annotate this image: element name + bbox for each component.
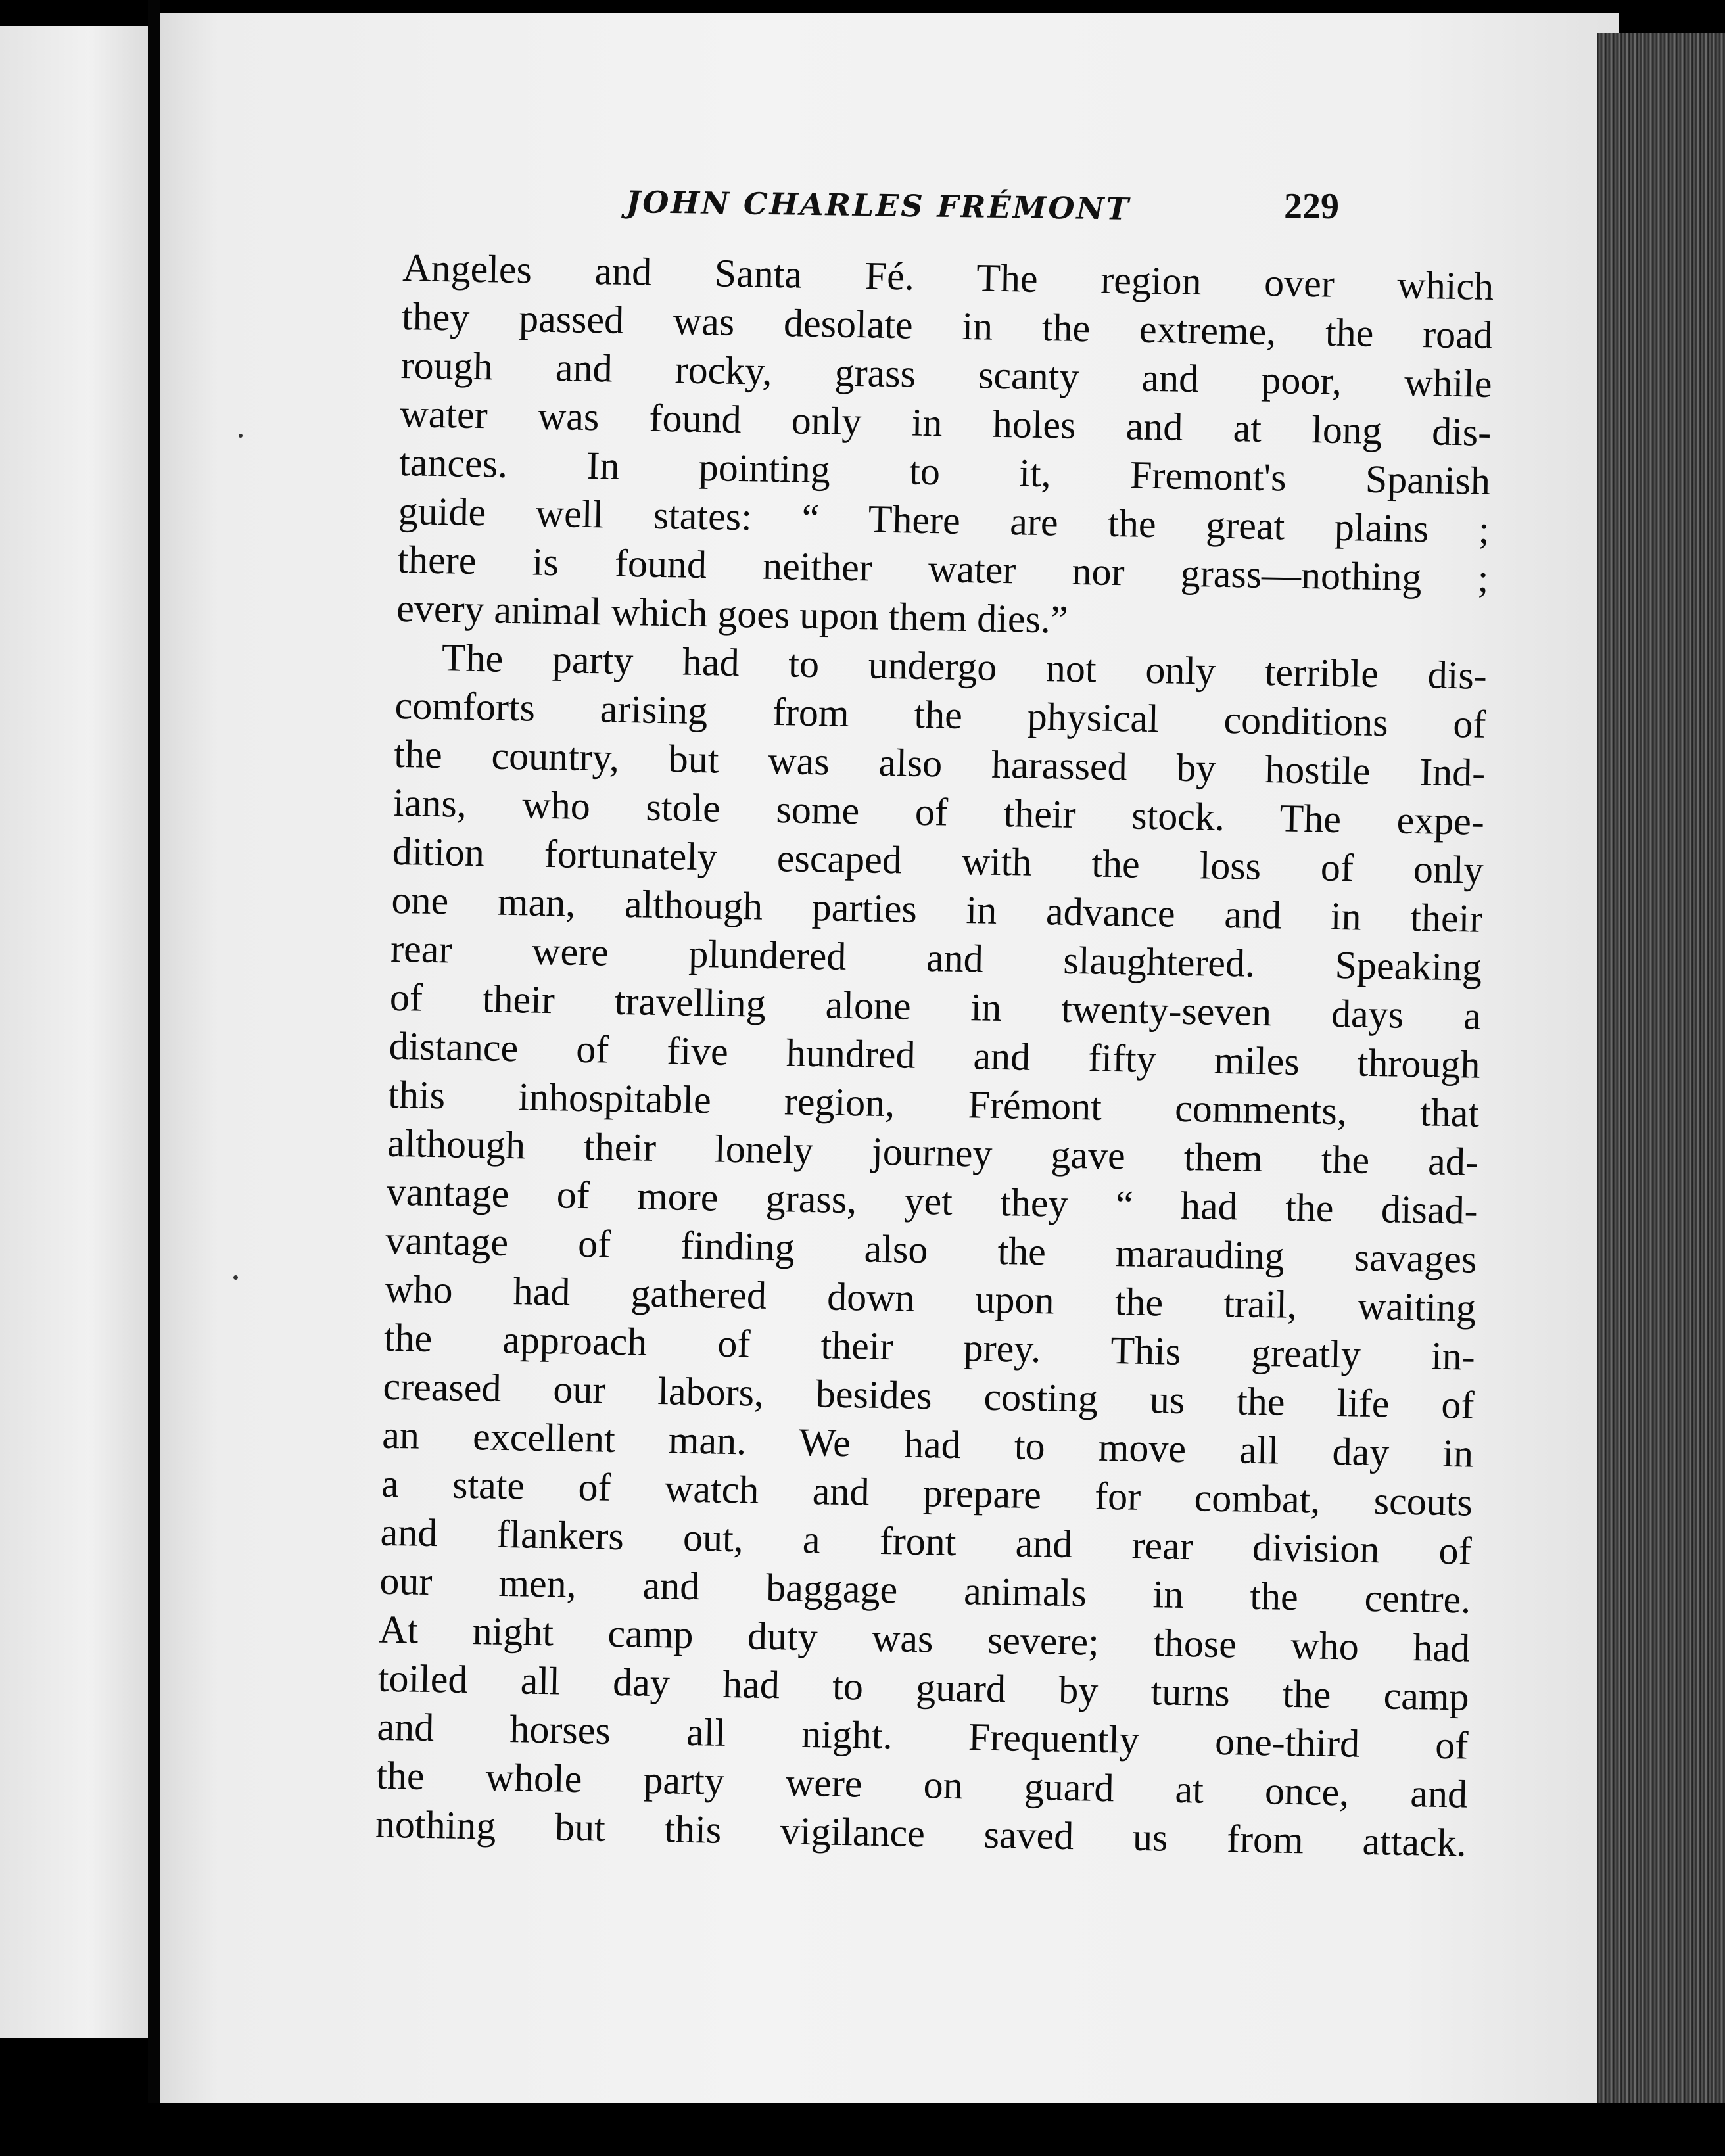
text-line: our men, and baggage animals in the centre. — [379, 1558, 1471, 1622]
text-line: an excellent man. We had to move all day in — [381, 1413, 1474, 1476]
text-line: although their lonely journey gave them the ad- — [387, 1121, 1479, 1184]
body-text — [375, 243, 1494, 1867]
text-line: they passed was desolate in the extreme, the road — [401, 294, 1494, 357]
text-line: the whole party were on guard at once, and — [375, 1753, 1468, 1816]
text-line: every animal which goes upon them dies.” — [396, 586, 1069, 642]
text-line: ians, who stole some of their stock. The expe- — [392, 780, 1485, 843]
text-line: a state of watch and prepare for combat, scouts — [381, 1461, 1473, 1524]
text-line: distance of five hundred and fifty miles through — [389, 1023, 1481, 1087]
scan-speck — [233, 1275, 238, 1280]
book-gutter — [148, 0, 160, 2156]
text-line: tances. In pointing to it, Fremont's Spanish — [398, 440, 1491, 503]
text-line: rough and rocky, grass scanty and poor, while — [400, 342, 1493, 406]
text-line: dition fortunately escaped with the loss of only — [392, 829, 1484, 892]
text-line: one man, although parties in advance and in their — [390, 878, 1483, 941]
text-line: Angeles and Santa Fé. The region over which — [402, 245, 1494, 308]
text-line: The party had to undergo not only terrible dis- — [441, 636, 1488, 697]
text-line: guide well states: “ There are the great plains ; — [398, 488, 1490, 551]
text-line: rear were plundered and slaughtered. Speaking — [390, 926, 1482, 989]
text-line: nothing but this vigilance saved us from attack. — [375, 1802, 1467, 1865]
page-stack-edges — [1597, 33, 1725, 2136]
text-line: and horses all night. Frequently one-third of — [377, 1704, 1469, 1768]
running-head: JOHN CHARLES FRÉMONT — [626, 184, 1131, 227]
text-line: and flankers out, a front and rear division of — [380, 1510, 1473, 1573]
text-line: creased our labors, besides costing us the life of — [383, 1364, 1475, 1427]
page-number: 229 — [1284, 186, 1339, 227]
text-line: vantage of finding also the marauding savages — [385, 1218, 1477, 1281]
text-line: toiled all day had to guard by turns the camp — [377, 1656, 1470, 1719]
text-line: the approach of their prey. This greatly in- — [383, 1315, 1476, 1378]
scan-speck — [239, 434, 243, 438]
text-line: vantage of more grass, yet they “ had the disad- — [386, 1169, 1478, 1232]
text-line: there is found neither water nor grass—nothing ; — [397, 537, 1489, 600]
text-line: of their travelling alone in twenty-seven days a — [389, 975, 1482, 1038]
text-line: the country, but was also harassed by hostile Ind- — [393, 732, 1486, 795]
text-line: this inhospitable region, Frémont comments, that — [387, 1072, 1480, 1135]
scan-bottom-border — [0, 2103, 1725, 2156]
book-page — [160, 13, 1619, 2103]
text-line: At night camp duty was severe; those who had — [378, 1607, 1471, 1670]
text-line: comforts arising from the physical conditions of — [394, 683, 1487, 746]
text-line: water was found only in holes and at long dis- — [399, 391, 1492, 454]
text-line: who had gathered down upon the trail, waiting — [384, 1267, 1477, 1330]
left-page-edge — [0, 26, 148, 2038]
page-header — [160, 184, 1619, 237]
